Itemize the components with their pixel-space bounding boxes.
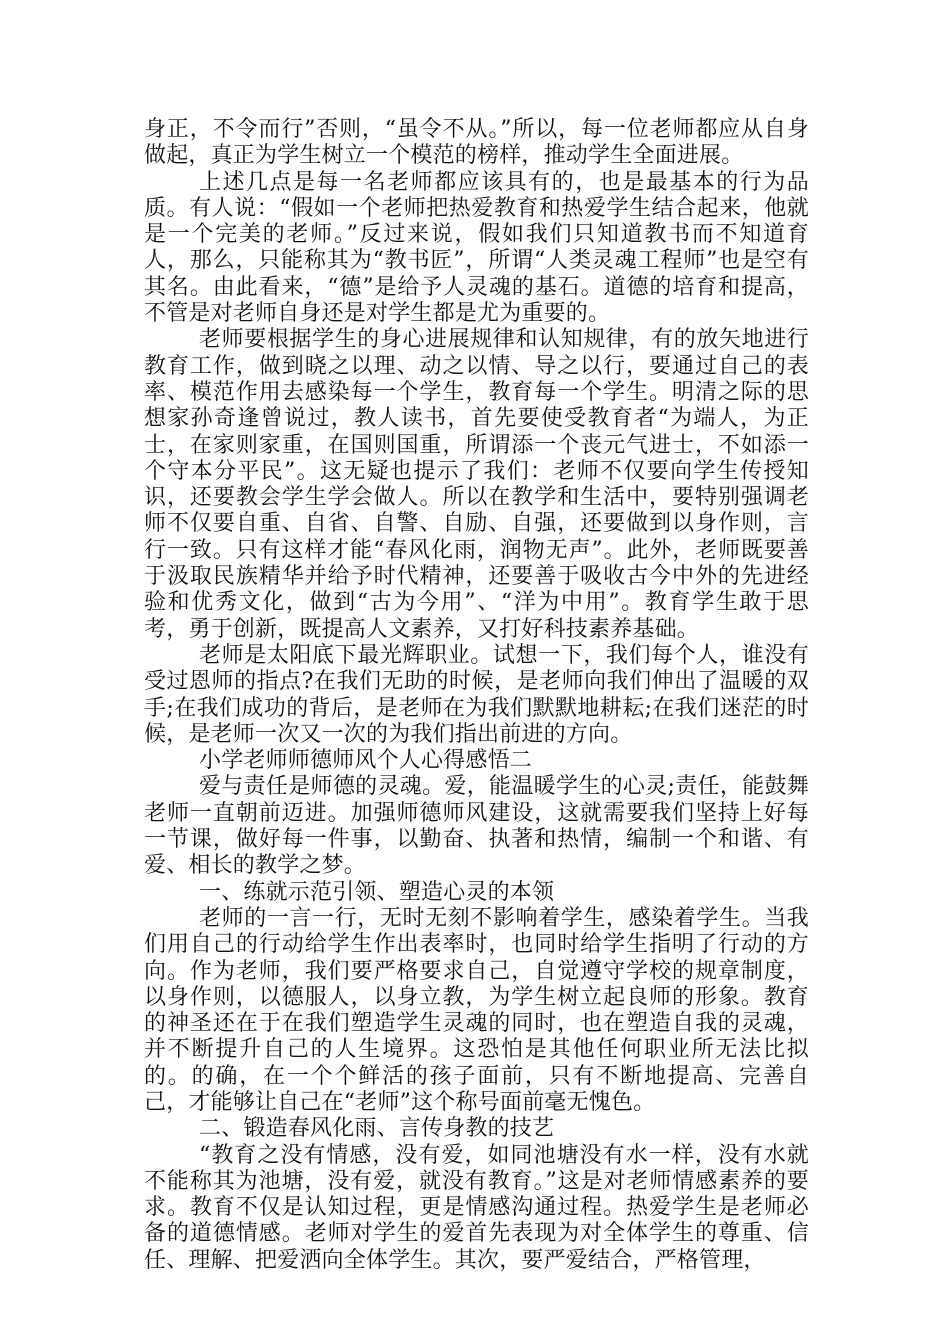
paragraph: 身正，不令而行”否则，“虽令不从。”所以，每一位老师都应从自身做起，真正为学生树立一个模范的榜样，推动学生全面进展。 bbox=[144, 117, 809, 169]
paragraph: 老师的一言一行，无时无刻不影响着学生，感染着学生。当我们用自己的行动给学生作出表率时，也同时给学生指明了行动的方向。作为老师，我们要严格要求自己，自觉遵守学校的规章制度，以身作则，以德服人，以身立教，为学生树立起良师的形象。教育的神圣还在于在我们塑造学生灵魂的同时，也在塑造自我的灵魂，并不断提升自己的人生境界。这恐怕是其他任何职业所无法比拟的。的确，在一个个鲜活的孩子面前，只有不断地提高、完善自己，才能够让自己在“老师”这个称号面前毫无愧色。 bbox=[144, 905, 809, 1115]
paragraph: 老师是太阳底下最光辉职业。试想一下，我们每个人，谁没有受过恩师的指点?在我们无助的时候，是老师向我们伸出了温暖的双手;在我们成功的背后，是老师在为我们默默地耕耘;在我们迷茫的时候，是老师一次又一次的为我们指出前进的方向。 bbox=[144, 642, 809, 747]
paragraph: “教育之没有情感，没有爱，如同池塘没有水一样，没有水就不能称其为池塘，没有爱，就没有教育。”这是对老师情感素养的要求。教育不仅是认知过程，更是情感沟通过程。热爱学生是老师必备的道德情感。老师对学生的爱首先表现为对全体学生的尊重、信任、理解、把爱洒向全体学生。其次，要严爱结合，严格管理， bbox=[144, 1142, 809, 1273]
section-heading: 一、练就示范引领、塑造心灵的本领 bbox=[199, 879, 555, 905]
document-page bbox=[144, 117, 809, 1274]
paragraph: 老师要根据学生的身心进展规律和认知规律，有的放矢地进行教育工作，做到晓之以理、动之以情、导之以行，要通过自己的表率、模范作用去感染每一个学生，教育每一个学生。明清之际的思想家孙奇逢曾说过，教人读书，首先要使受教育者“为端人，为正士，在家则家重，在国则国重，所谓添一个丧元气进士，不如添一个守本分平民”。这无疑也提示了我们：老师不仅要向学生传授知识，还要教会学生学会做人。所以在教学和生活中，要特别强调老师不仅要自重、自省、自警、自励、自强，还要做到以身作则，言行一致。只有这样才能“春风化雨，润物无声”。此外，老师既要善于汲取民族精华并给予时代精神，还要善于吸收古今中外的先进经验和优秀文化，做到“古为今用”、“洋为中用”。教育学生敢于思考，勇于创新，既提高人文素养，又打好科技素养基础。 bbox=[144, 327, 809, 642]
paragraph: 爱与责任是师德的灵魂。爱，能温暖学生的心灵;责任，能鼓舞老师一直朝前迈进。加强师德师风建设，这就需要我们坚持上好每一节课，做好每一件事，以勤奋、执著和热情，编制一个和谐、有爱、相长的教学之梦。 bbox=[144, 774, 809, 879]
paragraph: 上述几点是每一名老师都应该具有的，也是最基本的行为品质。有人说：“假如一个老师把热爱教育和热爱学生结合起来，他就是一个完美的老师。”反过来说，假如我们只知道教书而不知道育人，那么，只能称其为“教书匠”，所谓“人类灵魂工程师”也是空有其名。由此看来，“德”是给予人灵魂的基石。道德的培育和提高，不管是对老师自身还是对学生都是尤为重要的。 bbox=[144, 169, 809, 327]
section-title: 小学老师师德师风个人心得感悟二 bbox=[199, 748, 533, 774]
section-heading: 二、锻造春风化雨、言传身教的技艺 bbox=[199, 1116, 555, 1142]
